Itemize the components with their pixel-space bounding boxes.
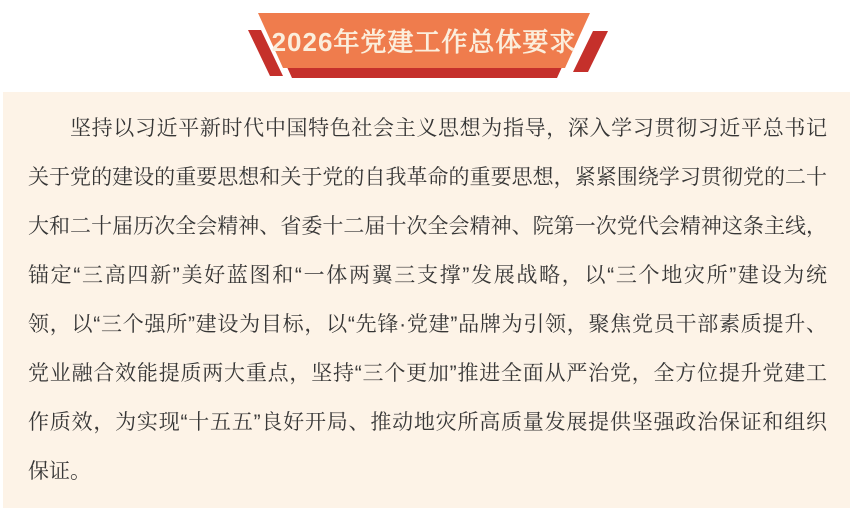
banner-title: 2026年党建工作总体要求 bbox=[271, 27, 577, 57]
ribbon-shadow-strip bbox=[287, 67, 562, 78]
paragraph-line: 作质效，为实现“十五五”良好开局、推动地灾所高质量发展提供坚强政治保证和组织 bbox=[28, 411, 827, 434]
paragraph-line: 保证。 bbox=[28, 460, 91, 483]
paragraph-line: 关于党的建设的重要思想和关于党的自我革命的重要思想，紧紧围绕学习贯彻党的二十 bbox=[28, 166, 827, 189]
paragraph-line: 大和二十届历次全会精神、省委十二届十次全会精神、院第一次党代会精神这条主线， bbox=[28, 215, 827, 238]
paragraph-line: 锚定“三高四新”美好蓝图和“一体两翼三支撑”发展战略，以“三个地灾所”建设为统 bbox=[28, 264, 827, 287]
body-panel bbox=[3, 92, 850, 508]
paragraph-line: 领，以“三个强所”建设为目标，以“先锋·党建”品牌为引领，聚焦党员干部素质提升、 bbox=[28, 313, 827, 336]
paragraph-line: 坚持以习近平新时代中国特色社会主义思想为指导，深入学习贯彻习近平总书记 bbox=[70, 117, 827, 140]
banner-ribbon bbox=[0, 0, 854, 95]
paragraph-line: 党业融合效能提质两大重点，坚持“三个更加”推进全面从严治党，全方位提升党建工 bbox=[28, 362, 827, 385]
